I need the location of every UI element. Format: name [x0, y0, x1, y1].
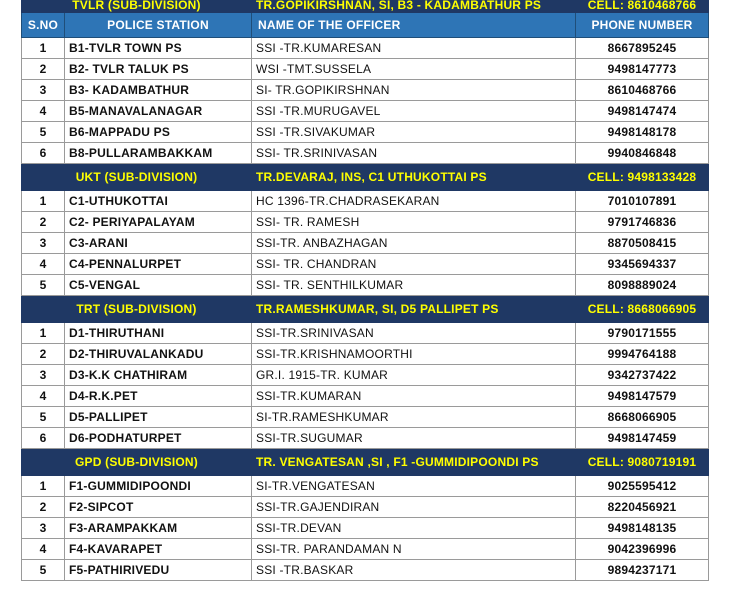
row-phone: 9345694337	[576, 254, 709, 275]
row-phone: 9498147474	[576, 101, 709, 122]
header-phone: PHONE NUMBER	[576, 13, 709, 38]
table-row	[22, 476, 709, 497]
row-sno: 5	[22, 122, 65, 143]
row-police-station: C4-PENNALURPET	[65, 254, 252, 275]
table-row	[22, 407, 709, 428]
row-sno: 6	[22, 428, 65, 449]
table-row	[22, 344, 709, 365]
row-sno: 5	[22, 407, 65, 428]
row-sno: 2	[22, 344, 65, 365]
row-phone: 9025595412	[576, 476, 709, 497]
row-police-station: D3-K.K CHATHIRAM	[65, 365, 252, 386]
row-sno: 5	[22, 275, 65, 296]
row-phone: 9790171555	[576, 323, 709, 344]
row-sno: 1	[22, 476, 65, 497]
subdivision-name: UKT (SUB-DIVISION)	[22, 164, 252, 191]
row-police-station: F3-ARAMPAKKAM	[65, 518, 252, 539]
table-row	[22, 212, 709, 233]
table-row	[22, 80, 709, 101]
row-police-station: B1-TVLR TOWN PS	[65, 38, 252, 59]
subdivision-cell: CELL: 8668066905	[576, 296, 709, 323]
subdivision-cell: CELL: 8610468766	[576, 0, 709, 13]
row-police-station: B5-MANAVALANAGAR	[65, 101, 252, 122]
table-row	[22, 323, 709, 344]
row-police-station: B6-MAPPADU PS	[65, 122, 252, 143]
row-officer: SSI-TR. PARANDAMAN N	[252, 539, 576, 560]
table-row	[22, 560, 709, 581]
subdivision-officer: TR.DEVARAJ, INS, C1 UTHUKOTTAI PS	[252, 164, 576, 191]
row-sno: 6	[22, 143, 65, 164]
row-police-station: B2- TVLR TALUK PS	[65, 59, 252, 80]
row-phone: 9994764188	[576, 344, 709, 365]
row-phone: 8220456921	[576, 497, 709, 518]
row-officer: SSI-TR.SUGUMAR	[252, 428, 576, 449]
row-sno: 2	[22, 59, 65, 80]
subdivision-officer: TR. VENGATESAN ,SI , F1 -GUMMIDIPOONDI PS	[252, 449, 576, 476]
row-officer: SSI- TR. RAMESH	[252, 212, 576, 233]
subdivision-officer: TR.GOPIKIRSHNAN, SI, B3 - KADAMBATHUR PS	[252, 0, 576, 13]
row-officer: SSI- TR. SENTHILKUMAR	[252, 275, 576, 296]
row-phone: 8667895245	[576, 38, 709, 59]
subdivision-cell: CELL: 9498133428	[576, 164, 709, 191]
subdivision-header	[22, 164, 709, 191]
table-row	[22, 518, 709, 539]
row-police-station: B3- KADAMBATHUR	[65, 80, 252, 101]
row-police-station: F5-PATHIRIVEDU	[65, 560, 252, 581]
row-phone: 8668066905	[576, 407, 709, 428]
row-police-station: D5-PALLIPET	[65, 407, 252, 428]
row-officer: HC 1396-TR.CHADRASEKARAN	[252, 191, 576, 212]
table-row	[22, 143, 709, 164]
table-row	[22, 38, 709, 59]
row-officer: SSI-TR.GAJENDIRAN	[252, 497, 576, 518]
row-officer: SSI- TR. CHANDRAN	[252, 254, 576, 275]
row-police-station: C1-UTHUKOTTAI	[65, 191, 252, 212]
row-sno: 3	[22, 518, 65, 539]
row-phone: 9498147579	[576, 386, 709, 407]
row-officer: SSI- TR.SRINIVASAN	[252, 143, 576, 164]
row-officer: SSI-TR.KUMARAN	[252, 386, 576, 407]
table-row	[22, 59, 709, 80]
table-row	[22, 539, 709, 560]
row-phone: 9940846848	[576, 143, 709, 164]
row-sno: 1	[22, 191, 65, 212]
table-row	[22, 275, 709, 296]
subdivision-name: TVLR (SUB-DIVISION)	[22, 0, 252, 13]
subdivision-header	[22, 296, 709, 323]
row-officer: SSI -TR.BASKAR	[252, 560, 576, 581]
row-officer: SI- TR.GOPIKIRSHNAN	[252, 80, 576, 101]
row-sno: 2	[22, 212, 65, 233]
row-police-station: C5-VENGAL	[65, 275, 252, 296]
table-row	[22, 428, 709, 449]
row-officer: SSI-TR. ANBAZHAGAN	[252, 233, 576, 254]
row-phone: 9498148135	[576, 518, 709, 539]
row-phone: 9498147773	[576, 59, 709, 80]
subdivision-officer: TR.RAMESHKUMAR, SI, D5 PALLIPET PS	[252, 296, 576, 323]
row-sno: 3	[22, 365, 65, 386]
table-row	[22, 365, 709, 386]
row-police-station: B8-PULLARAMBAKKAM	[65, 143, 252, 164]
table-row	[22, 233, 709, 254]
row-sno: 4	[22, 539, 65, 560]
header-police-station: POLICE STATION	[65, 13, 252, 38]
row-officer: SSI -TR.SIVAKUMAR	[252, 122, 576, 143]
row-police-station: D2-THIRUVALANKADU	[65, 344, 252, 365]
row-sno: 2	[22, 497, 65, 518]
table-row	[22, 101, 709, 122]
row-police-station: C2- PERIYAPALAYAM	[65, 212, 252, 233]
subdivision-header-tvlr	[22, 0, 709, 13]
row-sno: 1	[22, 323, 65, 344]
row-police-station: F4-KAVARAPET	[65, 539, 252, 560]
row-police-station: D1-THIRUTHANI	[65, 323, 252, 344]
row-phone: 9791746836	[576, 212, 709, 233]
row-phone: 9498147459	[576, 428, 709, 449]
row-officer: SSI-TR.DEVAN	[252, 518, 576, 539]
row-phone: 8098889024	[576, 275, 709, 296]
row-phone: 9498148178	[576, 122, 709, 143]
row-officer: SSI -TR.MURUGAVEL	[252, 101, 576, 122]
row-sno: 5	[22, 560, 65, 581]
row-officer: SI-TR.RAMESHKUMAR	[252, 407, 576, 428]
row-police-station: F1-GUMMIDIPOONDI	[65, 476, 252, 497]
subdivision-name: GPD (SUB-DIVISION)	[22, 449, 252, 476]
table-row	[22, 386, 709, 407]
row-phone: 7010107891	[576, 191, 709, 212]
row-officer: WSI -TMT.SUSSELA	[252, 59, 576, 80]
row-sno: 3	[22, 233, 65, 254]
row-phone: 8870508415	[576, 233, 709, 254]
row-sno: 4	[22, 254, 65, 275]
row-officer: SSI-TR.KRISHNAMOORTHI	[252, 344, 576, 365]
row-police-station: C3-ARANI	[65, 233, 252, 254]
row-officer: SSI-TR.SRINIVASAN	[252, 323, 576, 344]
subdivision-name: TRT (SUB-DIVISION)	[22, 296, 252, 323]
row-phone: 9894237171	[576, 560, 709, 581]
row-police-station: F2-SIPCOT	[65, 497, 252, 518]
row-police-station: D4-R.K.PET	[65, 386, 252, 407]
header-officer: NAME OF THE OFFICER	[252, 13, 576, 38]
row-sno: 4	[22, 386, 65, 407]
row-phone: 9342737422	[576, 365, 709, 386]
row-police-station: D6-PODHATURPET	[65, 428, 252, 449]
officer-table	[21, 0, 709, 581]
officer-contact-sheet	[21, 0, 708, 581]
row-officer: SSI -TR.KUMARESAN	[252, 38, 576, 59]
subdivision-cell: CELL: 9080719191	[576, 449, 709, 476]
table-row	[22, 191, 709, 212]
row-officer: SI-TR.VENGATESAN	[252, 476, 576, 497]
table-row	[22, 122, 709, 143]
row-phone: 8610468766	[576, 80, 709, 101]
row-officer: GR.I. 1915-TR. KUMAR	[252, 365, 576, 386]
table-row	[22, 497, 709, 518]
subdivision-header	[22, 449, 709, 476]
row-sno: 3	[22, 80, 65, 101]
column-header-row	[22, 13, 709, 38]
row-sno: 4	[22, 101, 65, 122]
row-sno: 1	[22, 38, 65, 59]
row-phone: 9042396996	[576, 539, 709, 560]
header-sno: S.NO	[22, 13, 65, 38]
table-row	[22, 254, 709, 275]
